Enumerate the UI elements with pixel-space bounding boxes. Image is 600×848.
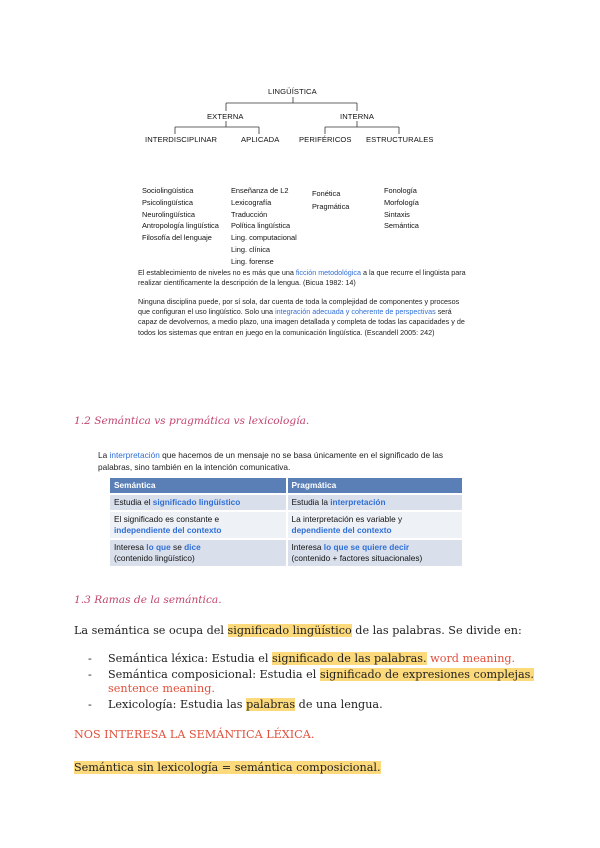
leaf-item: Pragmática <box>312 202 350 211</box>
heading-1-2: 1.2 Semántica vs pragmática vs lexicología. <box>74 415 310 427</box>
tree-node-estructurales: ESTRUCTURALES <box>366 135 434 144</box>
header-pragmatica: Pragmática <box>287 478 464 494</box>
header-semantica: Semántica <box>110 478 287 494</box>
intro-paragraph: La interpretación que hacemos de un mensaje no se basa únicamente en el significado de las palabras, sino también en la intención comunicativa. <box>98 450 444 472</box>
cell: El significado es constante e independiente del contexto <box>110 511 287 539</box>
cell: Interesa lo que se dice (contenido lingüístico) <box>110 539 287 566</box>
branches-list <box>88 652 548 714</box>
leaf-item: Filosofía del lenguaje <box>142 233 212 243</box>
leaf-item: Ling. computacional <box>231 233 297 243</box>
leaf-item: Enseñanza de L2 <box>231 186 289 195</box>
interdisciplinar-list <box>142 185 219 244</box>
cell: Estudia el significado lingüístico <box>110 494 287 511</box>
perifericos-list <box>312 187 349 213</box>
cell: Estudia la interpretación <box>287 494 464 511</box>
quote-bicua: El establecimiento de niveles no es más que una ficción metodológica a la que recurre el lingüista para realizar científicamente la descripción de la lengua. (Bicua 1982: 14) <box>138 268 466 288</box>
leaf-item: Sociolingüística <box>142 186 194 195</box>
tree-root: LINGÜÍSTICA <box>268 87 317 96</box>
leaf-item: Ling. forense <box>231 256 274 266</box>
tree-node-aplicada: APLICADA <box>241 135 280 144</box>
table-header-row <box>110 478 463 494</box>
cell: La interpretación es variable y dependiente del contexto <box>287 511 464 539</box>
tree-node-interdisciplinar: INTERDISCIPLINAR <box>145 135 218 144</box>
leaf-item: Antropología lingüística <box>142 221 219 231</box>
leaf-item: Fonética <box>312 189 341 198</box>
cell: Interesa lo que se quiere decir (contenido + factores situacionales) <box>287 539 464 566</box>
leaf-item-semantica: Semántica <box>384 221 419 231</box>
leaf-item: Ling. clínica <box>231 244 271 254</box>
list-item: - Semántica composicional: Estudia el significado de expresiones complejas. sentence meaning. <box>88 668 534 695</box>
leaf-item: Sintaxis <box>384 209 410 219</box>
tree-node-perifericos: PERIFÉRICOS <box>299 135 352 144</box>
leaf-item: Psicolingüística <box>142 197 193 207</box>
leaf-item: Lexicografía <box>231 197 272 207</box>
list-item: - Semántica léxica: Estudia el significado de las palabras. word meaning. <box>88 652 516 665</box>
linguistics-tree-diagram <box>135 83 465 273</box>
semantics-pragmatics-table <box>110 478 464 566</box>
leaf-item: Morfología <box>384 197 419 207</box>
leaf-item: Fonología <box>384 186 417 195</box>
note-lexical: NOS INTERESA LA SEMÁNTICA LÉXICA. <box>74 728 315 741</box>
final-statement: Semántica sin lexicología = semántica composicional. <box>74 761 381 774</box>
lead-paragraph: La semántica se ocupa del significado lingüístico de las palabras. Se divide en: <box>74 624 522 637</box>
aplicada-list <box>231 185 297 268</box>
list-item: - Lexicología: Estudia las palabras de una lengua. <box>88 698 383 711</box>
leaf-item: Traducción <box>231 209 268 219</box>
table-row <box>110 539 463 566</box>
tree-node-interna: INTERNA <box>340 112 375 121</box>
leaf-item: Política lingüística <box>231 221 291 231</box>
quote-escandell: Ninguna disciplina puede, por sí sola, dar cuenta de toda la complejidad de componentes y procesos que configuran el uso lingüístico. Solo una integración adecuada y coherente de perspectivas será capaz de devolvernos, a medio plazo, una imagen detallada y completa de todas las capacidades y de todos los sistemas que entran en juego en la comunicación lingüística. (Escandell 2005: 242) <box>138 297 465 337</box>
table-row <box>110 511 463 539</box>
heading-1-3: 1.3 Ramas de la semántica. <box>74 594 222 606</box>
leaf-item: Neurolingüística <box>142 209 195 219</box>
estructurales-list <box>384 185 419 232</box>
tree-node-externa: EXTERNA <box>207 112 244 121</box>
table-row <box>110 494 463 511</box>
